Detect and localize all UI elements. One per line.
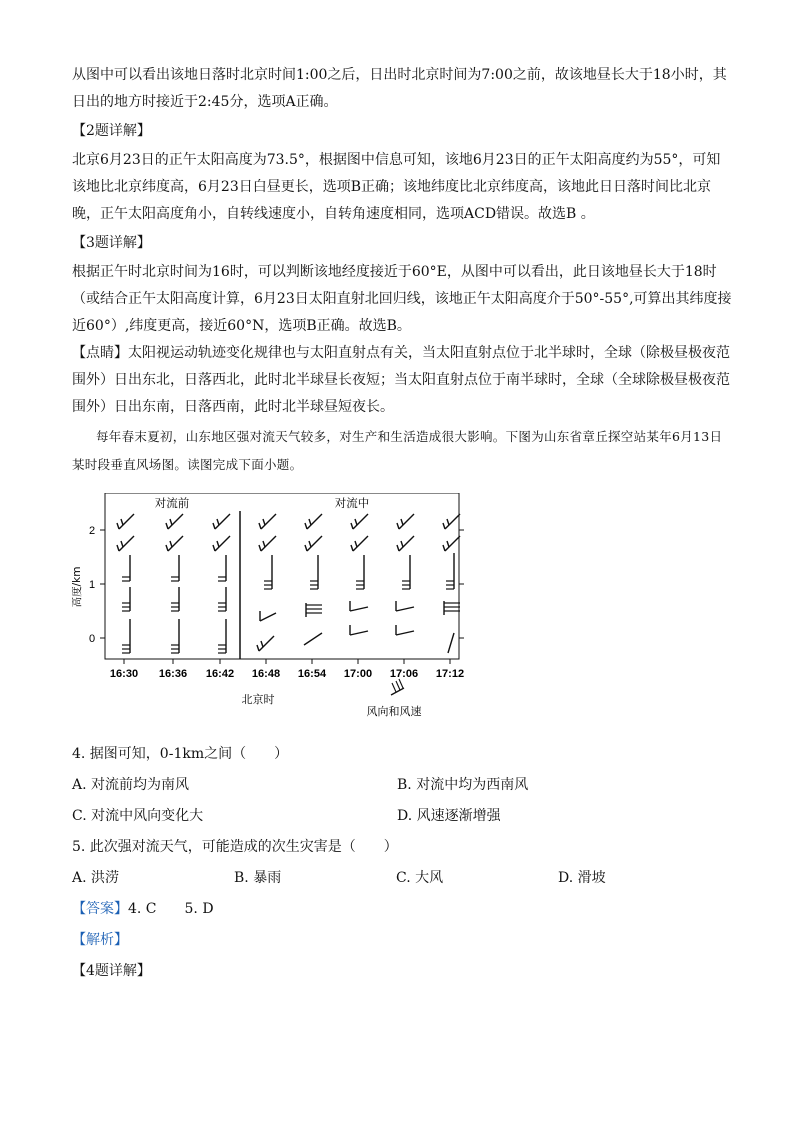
paragraph-3: 根据正午时北京时间为16时，可以判断该地经度接近于60°E，从图中可以看出，此日该地昼长大于18时（或结合正午太阳高度计算，6月23日太阳直射北回归线，该地正午太阳高度介于50°-55°,可算出其纬度接近60°）,纬度更高，接近60°N，选项B正确。故选B。	[72, 264, 732, 334]
wind-barb-legend-icon	[391, 679, 404, 695]
x-tick-label: 16:48	[251, 668, 281, 680]
wind-barb-column	[350, 514, 368, 635]
q5-option-d[interactable]: D. 滑坡	[558, 870, 606, 886]
wind-barb-column	[166, 514, 183, 653]
dianjing-label: 【点睛】	[72, 345, 128, 361]
x-tick-label: 16:30	[109, 668, 139, 680]
wind-barb-column	[257, 514, 276, 651]
answer-line	[72, 894, 732, 925]
x-tick-label: 17:12	[435, 668, 465, 680]
question-intro: 每年春末夏初，山东地区强对流天气较多，对生产和生活造成很大影响。下图为山东省章丘探空站某年6月13日某时段垂直风场图。读图完成下面小题。	[72, 429, 723, 472]
x-tick-label: 17:06	[389, 668, 419, 680]
wind-profile-chart	[72, 493, 472, 725]
wind-barb-column	[117, 514, 134, 653]
plot-frame	[105, 493, 459, 659]
wind-barb-column	[443, 514, 460, 653]
q5-option-c[interactable]: C. 大风	[396, 870, 444, 886]
answer-label: 【答案】	[72, 901, 128, 917]
heading-q2-detail: 【2题详解】	[72, 123, 151, 139]
q4-option-d[interactable]: D. 风速逐渐增强	[397, 808, 501, 824]
q5-option-b[interactable]: B. 暴雨	[234, 870, 282, 886]
x-axis-label: 北京时	[241, 693, 275, 706]
y-axis-label: 高度/km	[72, 566, 83, 608]
x-tick-label: 17:00	[343, 668, 373, 680]
q4-option-a[interactable]: A. 对流前均为南风	[72, 777, 190, 793]
dianjing-paragraph	[72, 340, 732, 421]
paragraph-2: 北京6月23日的正午太阳高度为73.5°，根据图中信息可知，该地6月23日的正午太阳高度约为55°，可知该地比北京纬度高，6月23日白昼更长，选项B正确；该地纬度比北京纬度高，该地此日日落时间比北京晚，正午太阳高度角小，自转线速度小，自转角速度相同，选项ACD错误。故选B 。	[72, 152, 721, 222]
legend-label: 风向和风速	[366, 705, 422, 718]
paragraph-1: 从图中可以看出该地日落时北京时间1:00之后，日出时北京时间为7:00之前，故该地昼长大于18小时，其日出的地方时接近于2:45分，选项A正确。	[72, 67, 727, 110]
y-tick-label-0: 0	[88, 633, 96, 645]
wind-barb-column	[304, 514, 322, 645]
q4-option-c[interactable]: C. 对流中风向变化大	[72, 808, 204, 824]
x-tick-label: 16:36	[158, 668, 188, 680]
question-5: 5. 此次强对流天气，可能造成的次生灾害是（ ）	[72, 839, 398, 855]
analysis-label: 【解析】	[72, 932, 128, 948]
heading-q4-detail: 【4题详解】	[72, 963, 151, 979]
answer-text: 4. C 5. D	[128, 901, 214, 917]
q5-option-a[interactable]: A. 洪涝	[72, 870, 120, 886]
question-4-options-row-1	[72, 770, 732, 801]
x-tick-label: 16:54	[297, 668, 327, 680]
heading-q3-detail: 【3题详解】	[72, 235, 151, 251]
question-5-options	[72, 863, 732, 894]
label-before-convection: 对流前	[154, 496, 190, 510]
wind-profile-figure	[72, 493, 472, 725]
label-during-convection: 对流中	[334, 496, 370, 510]
q4-option-b[interactable]: B. 对流中均为西南风	[397, 777, 529, 793]
wind-barb-column	[396, 514, 414, 635]
wind-barbs	[117, 514, 460, 653]
wind-barb-column	[213, 514, 230, 653]
dianjing-text: 太阳视运动轨迹变化规律也与太阳直射点有关，当太阳直射点位于北半球时，全球（除极昼极夜范围外）日出东北，日落西北，此时北半球昼长夜短；当太阳直射点位于南半球时，全球（全球除极昼极夜范围外）日出东南，日落西南，此时北半球昼短夜长。	[72, 345, 730, 415]
page-content	[72, 62, 732, 987]
analysis-line	[72, 925, 732, 956]
question-4-options-row-2	[72, 801, 732, 832]
question-4: 4. 据图可知，0-1km之间（ ）	[72, 746, 289, 762]
y-tick-label-1: 1	[88, 579, 96, 591]
x-tick-label: 16:42	[205, 668, 235, 680]
y-tick-label-2: 2	[88, 525, 96, 537]
